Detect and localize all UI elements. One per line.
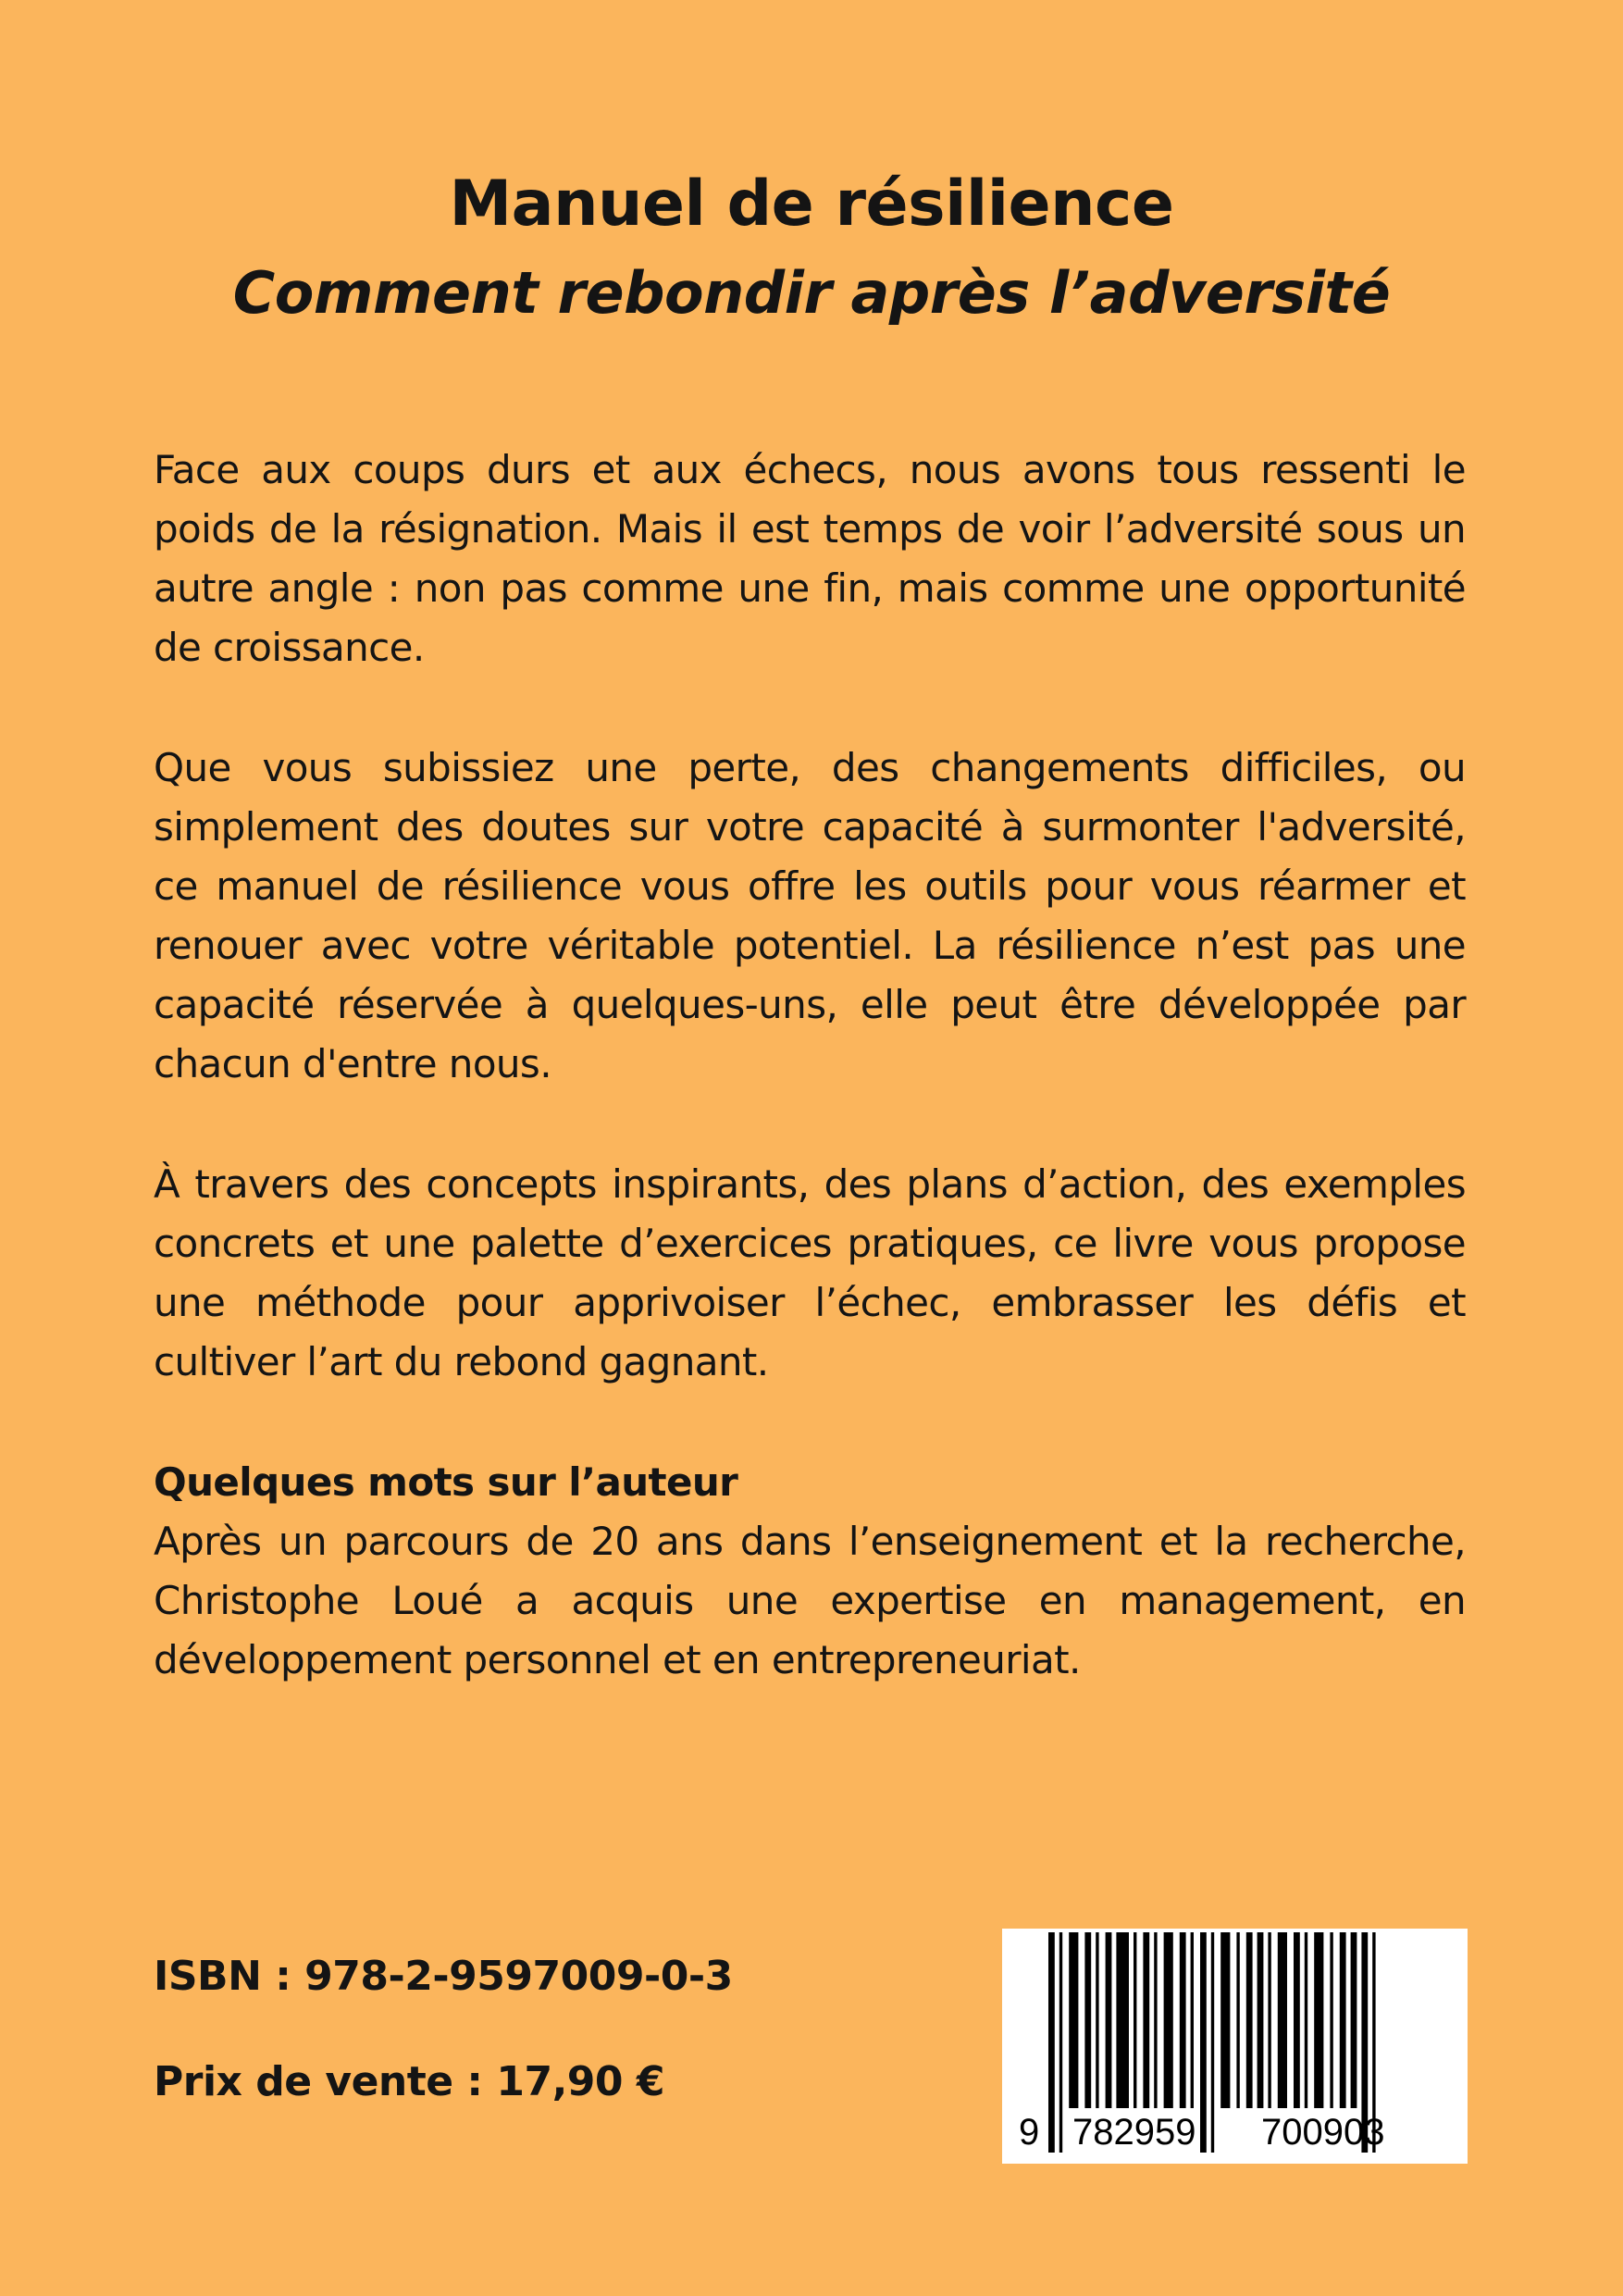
- barcode-digits-right: 700903: [1261, 2112, 1385, 2153]
- barcode-bar: [1340, 1932, 1346, 2108]
- barcode-bar: [1096, 1932, 1098, 2108]
- isbn-barcode: [1002, 1929, 1468, 2164]
- author-heading: Quelques mots sur l’auteur: [154, 1459, 738, 1505]
- book-subtitle: Comment rebondir après l’adversité: [232, 259, 1391, 327]
- book-title: Manuel de résilience: [449, 168, 1174, 241]
- barcode-bar: [1351, 1932, 1357, 2108]
- blurb-paragraph-2: Que vous subissiez une perte, des changements difficiles, ou simplement des doutes sur votre capacité à surmonter l'adversité, ce manuel de résilience vous offre les outils pour vous réarmer et renouer avec votre véritable potentiel. La résilience n’est pas une capacité réservée à quelques-uns, elle peut être développée par chacun d'entre nous.: [154, 745, 1466, 1086]
- barcode-bar: [1048, 1932, 1055, 2153]
- barcode-bar: [1069, 1932, 1078, 2108]
- title-block: [0, 162, 1623, 340]
- barcode-bar: [1294, 1932, 1300, 2108]
- barcode-bar: [1116, 1932, 1129, 2108]
- barcode-bar: [1180, 1932, 1186, 2108]
- blurb-paragraph-1: Face aux coups durs et aux échecs, nous avons tous ressenti le poids de la résignation. Mais il est temps de voir l’adversité sous un autre angle : non pas comme une fin, mais comme une opportunité de croissance.: [154, 447, 1466, 670]
- barcode-bar: [1084, 1932, 1091, 2108]
- barcode-bar: [1236, 1932, 1239, 2108]
- barcode-bar: [1305, 1932, 1307, 2108]
- barcode-bar: [1106, 1932, 1112, 2108]
- barcode-bar: [1258, 1932, 1264, 2108]
- barcode-bar: [1164, 1932, 1173, 2108]
- barcode-bar: [1268, 1932, 1270, 2108]
- blurb-paragraph-3: À travers des concepts inspirants, des plans d’action, des exemples concrets et une palette d’exercices pratiques, ce livre vous propose une méthode pour apprivoiser l’échec, embrasser les défis et cultiver l’art du rebond gagnant.: [154, 1161, 1466, 1384]
- barcode-bar: [1314, 1932, 1323, 2108]
- barcode-digits-left: 782959: [1072, 2112, 1196, 2153]
- isbn-label: ISBN : 978-2-9597009-0-3: [154, 1953, 733, 2000]
- price-label: Prix de vente : 17,90 €: [154, 2058, 664, 2105]
- author-bio: Après un parcours de 20 ans dans l’enseignement et la recherche, Christophe Loué a acquis une expertise en management, en développement personnel et en entrepreneuriat.: [154, 1519, 1466, 1682]
- blurb: [154, 441, 1466, 1690]
- barcode-bar: [1191, 1932, 1194, 2108]
- barcode-bar: [1246, 1932, 1253, 2108]
- barcode-bar: [1134, 1932, 1136, 2108]
- barcode-bar: [1200, 1932, 1207, 2153]
- barcode-bar: [1143, 1932, 1149, 2108]
- barcode-bar: [1330, 1932, 1332, 2108]
- barcode-bar: [1059, 1932, 1062, 2153]
- barcode-bar: [1278, 1932, 1287, 2108]
- barcode-digit-first: 9: [1019, 2112, 1040, 2153]
- barcode-bar: [1154, 1932, 1157, 2108]
- barcode-bar: [1220, 1932, 1230, 2108]
- barcode-bar: [1211, 1932, 1214, 2153]
